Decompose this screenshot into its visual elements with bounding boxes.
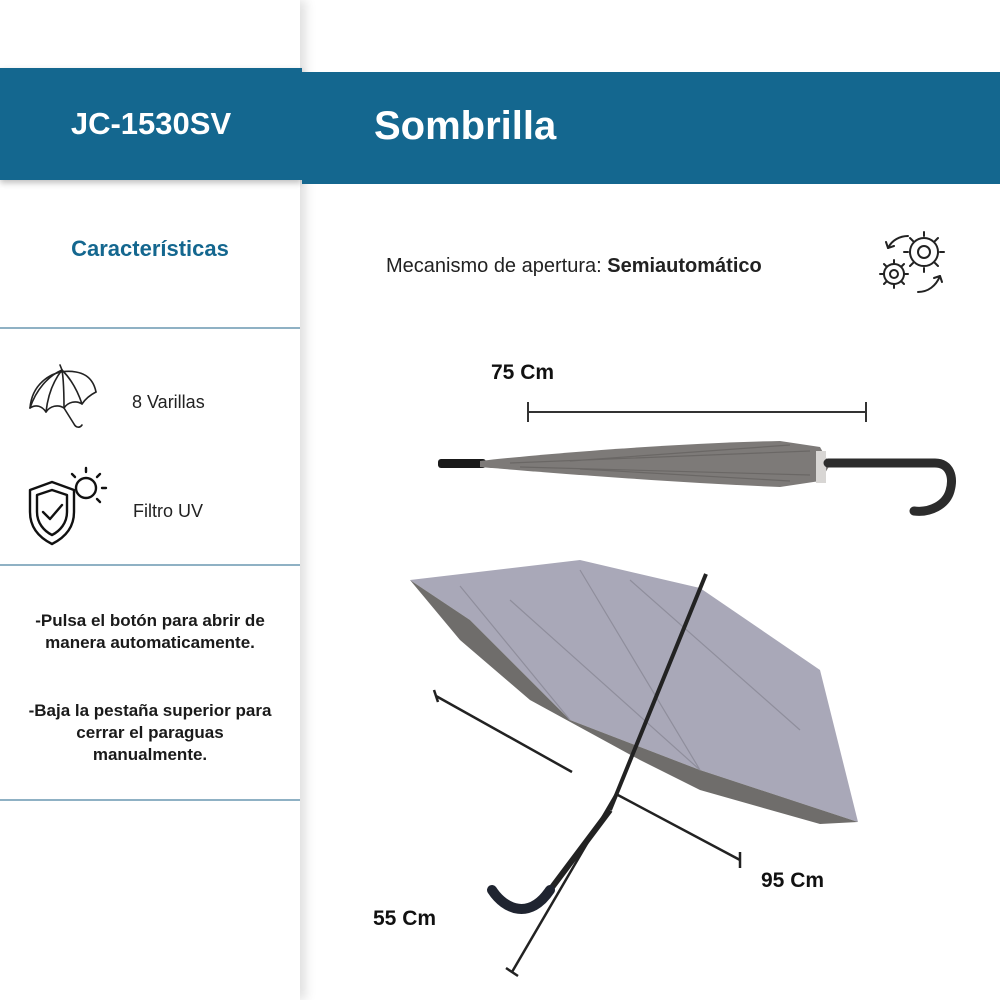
product-code: JC-1530SV bbox=[70, 106, 232, 141]
mechanism-label: Mecanismo de apertura: bbox=[386, 255, 602, 277]
mechanism-row bbox=[386, 255, 762, 278]
note-open: -Pulsa el botón para abrir de manera automaticamente. bbox=[35, 611, 265, 652]
divider bbox=[0, 799, 300, 801]
open-umbrella-illustration bbox=[400, 560, 870, 990]
product-code-banner bbox=[0, 68, 302, 180]
product-name: Sombrilla bbox=[374, 104, 557, 148]
feature-label-uv: Filtro UV bbox=[133, 501, 204, 521]
dimension-diameter: 95 Cm bbox=[761, 869, 825, 892]
feature-label-ribs: 8 Varillas bbox=[132, 392, 205, 412]
divider bbox=[0, 327, 300, 329]
features-title: Características bbox=[71, 236, 229, 261]
gears-icon bbox=[874, 226, 956, 300]
closed-umbrella-illustration bbox=[430, 395, 970, 525]
uv-shield-icon bbox=[22, 460, 112, 550]
umbrella-ribs-icon bbox=[22, 362, 102, 440]
dimension-closed-length: 75 Cm bbox=[491, 361, 555, 384]
divider bbox=[0, 564, 300, 566]
dimension-shaft-length: 55 Cm bbox=[373, 907, 437, 930]
mechanism-value: Semiautomático bbox=[607, 255, 762, 277]
product-name-banner bbox=[302, 72, 1000, 184]
note-close: -Baja la pestaña superior para cerrar el paraguas manualmente. bbox=[28, 701, 272, 764]
